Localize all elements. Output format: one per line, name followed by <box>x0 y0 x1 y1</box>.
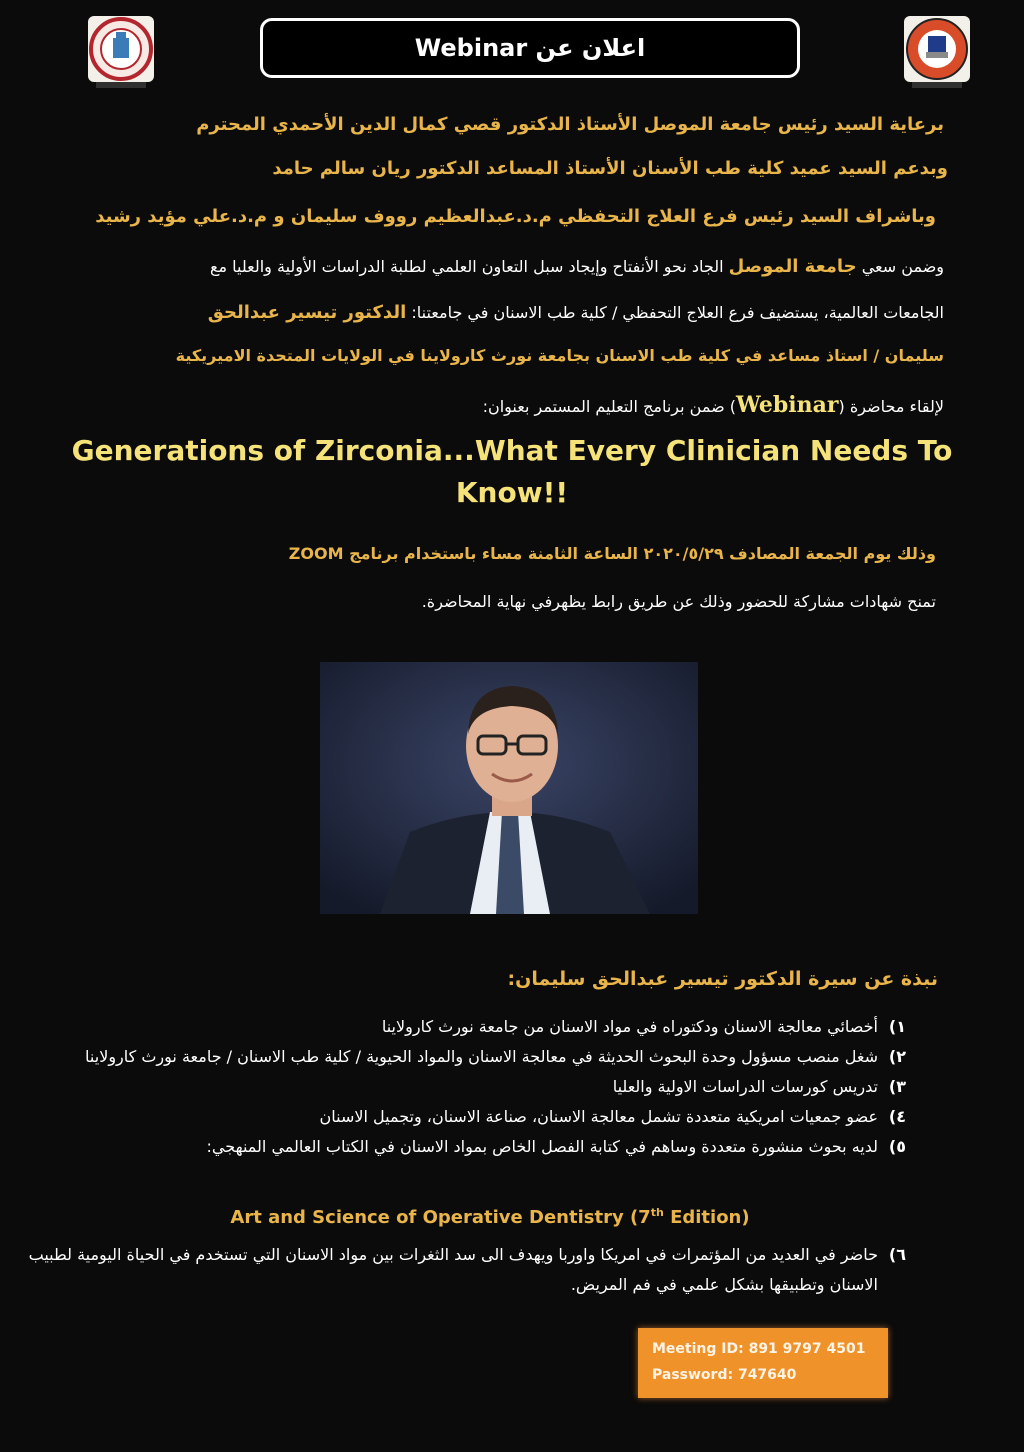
supervision-line: وباشراف السيد رئيس فرع العلاج التحفظي م.د.عبدالعظيم رووف سليمان و م.د.علي مؤيد رشيد <box>95 206 936 227</box>
bio-item <box>26 1072 906 1102</box>
faculty-logo-right <box>902 14 972 90</box>
bio-heading: نبذة عن سيرة الدكتور تيسير عبدالحق سليمان: <box>507 968 938 990</box>
bio-item-text: عضو جمعيات امريكية متعددة تشمل معالجة الاسنان، صناعة الاسنان، وتجميل الاسنان <box>319 1107 878 1126</box>
bio-item <box>26 1102 906 1132</box>
intro-p1-a: وضمن سعي <box>856 257 944 276</box>
bio-item-text: حاضر في العديد من المؤتمرات في امريكا واوربا ويهدف الى سد الثغرات بين مواد الاسنان التي تستخدم في الحياة اليومية لطبيب الاسنان وتطبيقها بشكل علمي في فم المريض. <box>28 1245 878 1294</box>
lecture-intro-a: لإلقاء محاضرة ( <box>838 397 944 416</box>
guest-name-part1: الدكتور تيسير عبدالحق <box>207 302 407 323</box>
bio-item-number: ١) <box>888 1017 906 1036</box>
book-title-a: Art and Science of Operative Dentistry (7 <box>230 1207 651 1228</box>
bio-item-text: شغل منصب مسؤول وحدة البحوث الحديثة في معالجة الاسنان والمواد الحيوية / كلية طب الاسنان / جامعة نورث كارولاينا <box>85 1047 878 1066</box>
bio-item <box>26 1012 906 1042</box>
intro-p1-c: الجاد نحو الأنفتاح وإيجاد سبل التعاون العلمي لطلبة الدراسات الأولية والعليا مع <box>209 257 729 276</box>
book-title-sup: th <box>650 1206 664 1219</box>
bio-item-number: ٥) <box>888 1137 906 1156</box>
bio-item-text: تدريس كورسات الدراسات الاولية والعليا <box>612 1077 878 1096</box>
bio-list-continued <box>26 1240 906 1300</box>
meeting-id: Meeting ID: 891 9797 4501 <box>652 1341 866 1357</box>
book-title-b: Edition) <box>663 1207 750 1228</box>
certificate-line: تمنح شهادات مشاركة للحضور وذلك عن طريق رابط يظهرفي نهاية المحاضرة. <box>421 592 936 611</box>
meeting-info-box <box>638 1328 888 1398</box>
intro-paragraph-line1 <box>210 256 944 277</box>
intro-p2-a: الجامعات العالمية، يستضيف فرع العلاج التحفظي / كلية طب الاسنان في جامعتنا: <box>406 303 944 322</box>
announcement-title <box>260 18 800 78</box>
lecture-intro-c: ) ضمن برنامج التعليم المستمر بعنوان: <box>482 397 737 416</box>
lecture-title: Generations of Zirconia...What Every Clinician Needs To Know!! <box>71 434 953 509</box>
bio-item <box>26 1240 906 1300</box>
bio-item <box>26 1132 906 1162</box>
bio-item-text: أخصائي معالجة الاسنان ودكتوراه في مواد الاسنان من جامعة نورث كارولاينا <box>381 1017 878 1036</box>
bio-item-number: ٢) <box>888 1047 906 1066</box>
university-logo-left <box>86 14 156 90</box>
schedule-line: وذلك يوم الجمعة المصادف ٢٠٢٠/٥/٢٩ الساعة الثامنة مساء باستخدام برنامج ZOOM <box>288 544 936 563</box>
bio-item-number: ٣) <box>888 1077 906 1096</box>
guest-title-line: سليمان / استاذ مساعد في كلية طب الاسنان بجامعة نورث كارولاينا في الولايات المتحدة الاميريكية <box>175 346 944 365</box>
speaker-photo <box>320 662 698 914</box>
announcement-title-text: اعلان عن Webinar <box>414 34 646 62</box>
patronage-line: برعاية السيد رئيس جامعة الموصل الأستاذ الدكتور قصي كمال الدين الأحمدي المحترم <box>196 114 944 135</box>
university-name: جامعة الموصل <box>728 256 857 277</box>
bio-item <box>26 1042 906 1072</box>
support-line: وبدعم السيد عميد كلية طب الأسنان الأستاذ المساعد الدكتور ريان سالم حامد <box>272 158 948 179</box>
lecture-intro-line <box>483 392 944 418</box>
webinar-word: Webinar <box>736 392 839 418</box>
bio-item-text: لديه بحوث منشورة متعددة وساهم في كتابة الفصل الخاص بمواد الاسنان في الكتاب العالمي المنهجي: <box>206 1137 878 1156</box>
book-title <box>180 1206 800 1228</box>
meeting-password: Password: 747640 <box>652 1367 797 1383</box>
intro-paragraph-line2 <box>208 302 944 323</box>
bio-item-number: ٤) <box>888 1107 906 1126</box>
bio-item-number: ٦) <box>888 1245 906 1264</box>
bio-list <box>26 1012 906 1162</box>
